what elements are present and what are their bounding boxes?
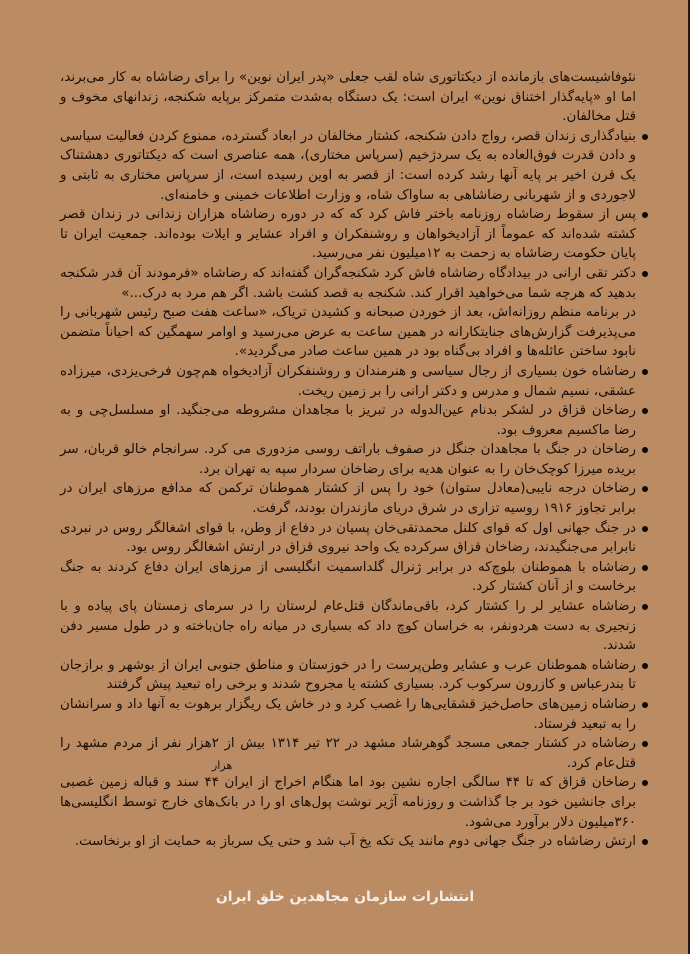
- list-item: [60, 479, 636, 518]
- list-item-text: در جنگ جهانی اول که قوای کلنل محمدتقی‌خان پسیان در دفاع از وطن، با قوای اشغالگر روس در نبردی نابرابر می‌جنگیدند، رضاخان قزاق سرکرده یک واحد نیروی قزاق در ارتش اشغالگر روس بود.: [60, 520, 636, 556]
- document-body: [60, 68, 636, 852]
- bullet-dot-icon: [642, 408, 648, 414]
- list-item: [60, 734, 636, 773]
- list-item: [60, 695, 636, 734]
- list-item-text: رضاشاه خون بسیاری از رجال سیاسی و هنرمندان و روشنفکران آزادیخواه هم‌چون فرخی‌یزدی، میرزاده عشقی، نسیم شمال و مدرس و دکتر ارانی را بر زمین ریخت.: [60, 363, 636, 399]
- intro-text: نئوفاشیست‌های بازمانده از دیکتاتوری شاه لقب جعلی «پدر ایران نوین» را برای رضاشاه به کار می‌برند، اما او «پایه‌گذار اختناق نوین» ایران است: یک دستگاه به‌شدت متمرکز برپایه شکنجه، زندانهای مخوف و قتل مخالفان.: [60, 70, 636, 125]
- bullet-dot-icon: [642, 604, 648, 610]
- list-item: [60, 362, 636, 401]
- list-item-text: رضاخان درجه نایبی(معادل ستوان) خود را پس از کشتار هموطنان ترکمن که مدافع مرزهای ایران در برابر تجاوز ۱۹۱۶ روسیه تزاری در شرق دریای مازندران بودند، گرفت.: [60, 481, 636, 517]
- list-item: [60, 127, 636, 205]
- list-item-continuation: در برنامه منظم روزانه‌اش، بعد از خوردن صبحانه و کشیدن تریاک، «ساعت هفت صبح رئیس شهربانی را می‌پذیرفت گزارش‌های جنایتکارانه در همین ساعت به عرض می‌رسید و اوامر سهمگین که احیاناً متضمن نابود ساختن عائله‌ها و افراد بی‌گناه بود در همین ساعت صادر می‌گردید».: [60, 305, 636, 360]
- intro-paragraph: [60, 68, 636, 127]
- bullet-dot-icon: [642, 486, 648, 492]
- list-item: [60, 519, 636, 558]
- list-item-text: رضاخان در جنگ با مجاهدان جنگل در صفوف باراتف روسی مزدوری می کرد. سرانجام خالو قربان، سر بریده میرزا کوچک‌خان را به عنوان هدیه برای رضاخان سردار سپه به تهران برد.: [60, 442, 636, 477]
- list-item: [60, 401, 636, 440]
- list-item-text: دکتر تقی ارانی در بیدادگاه رضاشاه فاش کرد شکنجه‌گران گفته‌اند که رضاشاه «فرمودند آن قدر شکنجه بدهید که هرچه شما می‌خواهید اقرار کند. شکنجه به قصد کشت باشد. اگر هم مرد به درک...»: [60, 265, 636, 301]
- list-item-text: رضاشاه در کشتار جمعی مسجد گوهرشاد مشهد در ۲۲ تیر ۱۳۱۴ بیش از ۲هزار نفر از مردم مشهد را قتل‌عام کرد.: [60, 736, 637, 771]
- list-item-text: ارتش رضاشاه در جنگ جهانی دوم مانند یک تکه یخ آب شد و حتی یک سرباز به حمایت از او برنخاست.: [74, 834, 636, 850]
- bullet-dot-icon: [642, 780, 648, 786]
- bullet-dot-icon: [642, 663, 648, 669]
- bullet-dot-icon: [642, 447, 648, 453]
- list-item-text: بنیادگذاری زندان قصر، رواج دادن شکنجه، کشتار مخالفان در ابعاد گسترده، ممنوع کردن فعالیت سیاسی و دادن قدرت فوق‌العاده به یک سردژخیم (سرپاس مختاری)، همه عناصری است که دیکتاتوری دهشتناک یک قرن اخیر بر پایه آنها رشد کرده است: از قصر به اوین رسیده است، از سرپاس مختاری به ثابتی و لاجوردی و از شهربانی رضاشاهی به ساواک شاه، و وزارت اطلاعات خمینی و خامنه‌ای.: [60, 128, 636, 203]
- bullet-dot-icon: [642, 526, 648, 532]
- bullet-dot-icon: [642, 565, 648, 571]
- bullet-dot-icon: [642, 271, 648, 277]
- bullet-dot-icon: [642, 839, 648, 845]
- list-item: [60, 440, 636, 479]
- bullet-dot-icon: [642, 134, 648, 140]
- list-item-text: رضاشاه هموطنان عرب و عشایر وطن‌پرست را در خوزستان و مناطق جنوبی ایران از بوشهر و برازجان تا بندرعباس و کازرون سرکوب کرد. بسیاری کشته یا مجروح شدند و برخی راه تبعید پیش گرفتند: [60, 657, 636, 693]
- list-item: [60, 832, 636, 852]
- list-item-text: رضاخان قزاق در لشکر بدنام عین‌الدوله در تبریز با مجاهدان مشروطه می‌جنگید. او مسلسل‌چی و به رضا ماکسیم معروف بود.: [60, 403, 636, 438]
- bullet-dot-icon: [642, 702, 648, 708]
- list-item: [60, 205, 636, 264]
- bullet-dot-icon: [642, 741, 648, 747]
- list-item: [60, 656, 636, 695]
- bullet-dot-icon: [642, 212, 648, 218]
- list-item-text: رضاخان قزاق که تا ۴۴ سالگی اجاره نشین بود اما هنگام اخراج از ایران ۴۴ سند و قباله زمین غصبی برای جانشین خود بر جا گذاشت و روزنامه آژیر نوشت پول‌های او را در بانک‌های خارج توسط انگلیسی‌ها ۳۶۰میلیون دلار برآورد می‌شود.: [60, 775, 636, 830]
- list-item-text: رضاشاه زمین‌های حاصل‌خیز قشقایی‌ها را غصب کرد و در خاش یک ریگزار برهوت به آنها داد و سرانشان را به تبعید فرستاد.: [60, 697, 636, 732]
- bullet-dot-icon: [642, 369, 648, 375]
- publisher-footer: انتشارات سازمان مجاهدین خلق ایران: [215, 889, 475, 905]
- list-item: [60, 597, 636, 656]
- list-item-text: پس از سقوط رضاشاه روزنامه باختر فاش کرد که که در دوره رضاشاه هزاران زندانی در زندان قصر کشته شده‌اند که عموماً از آزادیخواهان و روشنفکران و افراد عشایر و ایلات بوده‌اند. جمعیت ایران تا پایان حکومت رضاشاه به زحمت به ۱۲میلیون نفر می‌رسید.: [60, 207, 636, 262]
- margin-annotation: هزار: [212, 759, 233, 773]
- list-item: [60, 264, 636, 362]
- list-item-text: رضاشاه عشایر لر را کشتار کرد، باقی‌ماندگان قتل‌عام لرستان را در سرمای زمستان پای پیاده و با زنجیری به دست هردونفر، به خراسان کوچ داد که بسیاری در میانه راه جان‌باخته و در طول مسیر دفن شدند.: [60, 599, 636, 654]
- list-item: [60, 558, 636, 597]
- bullet-list: [60, 127, 636, 852]
- list-item-text: رضاشاه با هموطنان بلوچ‌که در برابر ژنرال گلداسمیت انگلیسی از مرزهای ایران دفاع کردند به جنگ برخاست و از آنان کشتار کرد.: [60, 559, 636, 595]
- list-item: [60, 759, 636, 832]
